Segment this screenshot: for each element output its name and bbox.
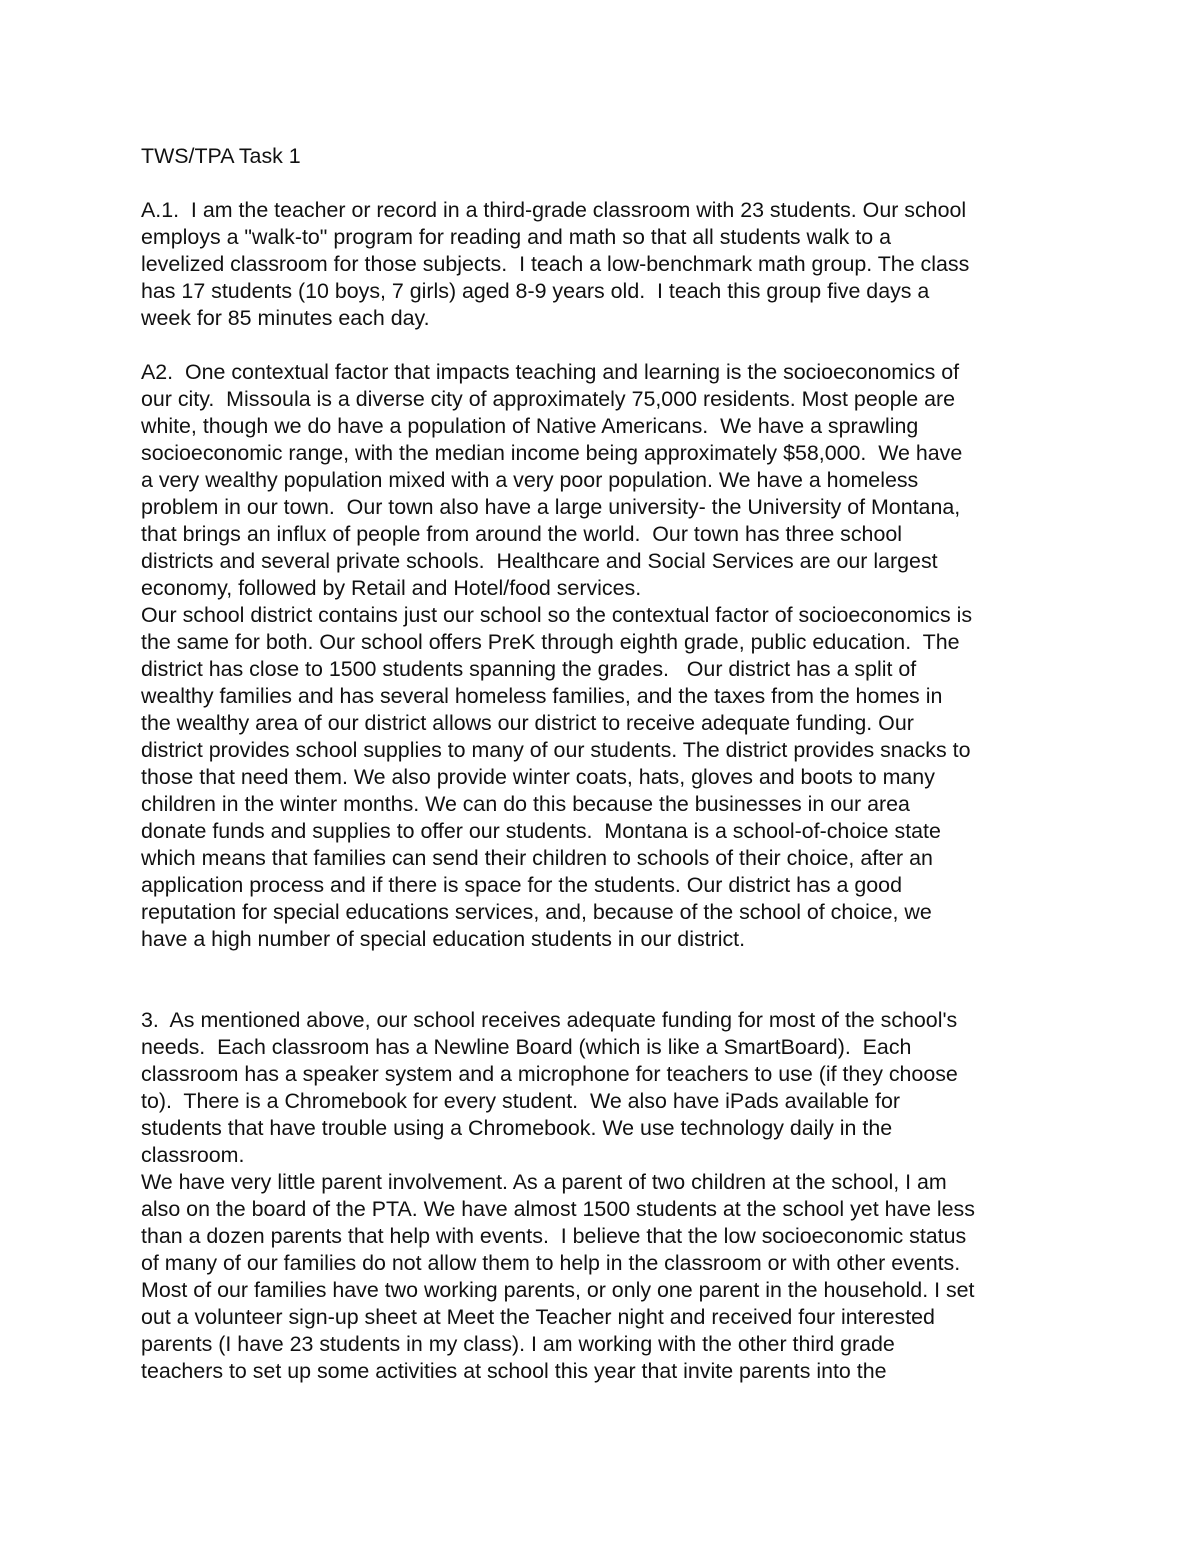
paragraph-line: also on the board of the PTA. We have almost 1500 students at the school yet have less [141, 1197, 975, 1221]
paragraph-line: problem in our town. Our town also have a large university- the University of Montana, [141, 495, 961, 519]
paragraph-line: our city. Missoula is a diverse city of approximately 75,000 residents. Most people are [141, 387, 956, 411]
paragraph-line: needs. Each classroom has a Newline Board (which is like a SmartBoard). Each [141, 1035, 912, 1059]
paragraph-line: district provides school supplies to many of our students. The district provides snacks to [141, 738, 971, 762]
paragraph-line: has 17 students (10 boys, 7 girls) aged 8-9 years old. I teach this group five days a [141, 279, 930, 303]
paragraph-line: We have very little parent involvement. As a parent of two children at the school, I am [141, 1170, 947, 1194]
paragraph-line: the wealthy area of our district allows our district to receive adequate funding. Our [141, 711, 914, 735]
paragraph-line: which means that families can send their children to schools of their choice, after an [141, 846, 933, 870]
paragraph-line: teachers to set up some activities at school this year that invite parents into the [141, 1359, 887, 1383]
paragraph-line: donate funds and supplies to offer our students. Montana is a school-of-choice state [141, 819, 941, 843]
spacer [141, 953, 1071, 1007]
paragraph-line: those that need them. We also provide winter coats, hats, gloves and boots to many [141, 765, 935, 789]
paragraph-line: wealthy families and has several homeless families, and the taxes from the homes in [141, 684, 943, 708]
paragraph-line: employs a "walk-to" program for reading and math so that all students walk to a [141, 225, 891, 249]
paragraph-line: socioeconomic range, with the median income being approximately $58,000. We have [141, 441, 963, 465]
paragraph-line: economy, followed by Retail and Hotel/food services. [141, 576, 642, 600]
paragraph-line: application process and if there is space for the students. Our district has a good [141, 873, 902, 897]
section-3 [141, 1007, 1071, 1385]
paragraph-line: children in the winter months. We can do this because the businesses in our area [141, 792, 910, 816]
paragraph-line: A2. One contextual factor that impacts teaching and learning is the socioeconomics of [141, 360, 960, 384]
document-body [141, 143, 1071, 1385]
paragraph-line: have a high number of special education students in our district. [141, 927, 746, 951]
paragraph-line: 3. As mentioned above, our school receives adequate funding for most of the school's [141, 1008, 958, 1032]
paragraph-line: A.1. I am the teacher or record in a third-grade classroom with 23 students. Our school [141, 198, 967, 222]
paragraph-line: Our school district contains just our school so the contextual factor of socioeconomics is [141, 603, 973, 627]
paragraph-line: classroom. [141, 1143, 245, 1167]
paragraph-line: parents (I have 23 students in my class). I am working with the other third grade [141, 1332, 895, 1356]
paragraph-line: than a dozen parents that help with events. I believe that the low socioeconomic status [141, 1224, 967, 1248]
paragraph-line: out a volunteer sign-up sheet at Meet the Teacher night and received four interested [141, 1305, 935, 1329]
paragraph-line: levelized classroom for those subjects. I teach a low-benchmark math group. The class [141, 252, 970, 276]
paragraph-line: week for 85 minutes each day. [141, 306, 430, 330]
spacer [141, 332, 1071, 359]
paragraph-line: the same for both. Our school offers PreK through eighth grade, public education. The [141, 630, 960, 654]
section-a2 [141, 359, 1071, 953]
section-a1 [141, 197, 1071, 332]
paragraph-line: reputation for special educations services, and, because of the school of choice, we [141, 900, 932, 924]
paragraph-line: Most of our families have two working parents, or only one parent in the household. I set [141, 1278, 975, 1302]
paragraph-line: of many of our families do not allow them to help in the classroom or with other events. [141, 1251, 961, 1275]
spacer [141, 170, 1071, 197]
paragraph-line: that brings an influx of people from around the world. Our town has three school [141, 522, 902, 546]
document-title: TWS/TPA Task 1 [141, 144, 301, 168]
paragraph-line: districts and several private schools. Healthcare and Social Services are our largest [141, 549, 938, 573]
paragraph-line: white, though we do have a population of Native Americans. We have a sprawling [141, 414, 919, 438]
paragraph-line: district has close to 1500 students spanning the grades. Our district has a split of [141, 657, 917, 681]
paragraph-line: to). There is a Chromebook for every student. We also have iPads available for [141, 1089, 900, 1113]
paragraph-line: a very wealthy population mixed with a very poor population. We have a homeless [141, 468, 919, 492]
paragraph-line: classroom has a speaker system and a microphone for teachers to use (if they choose [141, 1062, 958, 1086]
paragraph-line: students that have trouble using a Chromebook. We use technology daily in the [141, 1116, 893, 1140]
